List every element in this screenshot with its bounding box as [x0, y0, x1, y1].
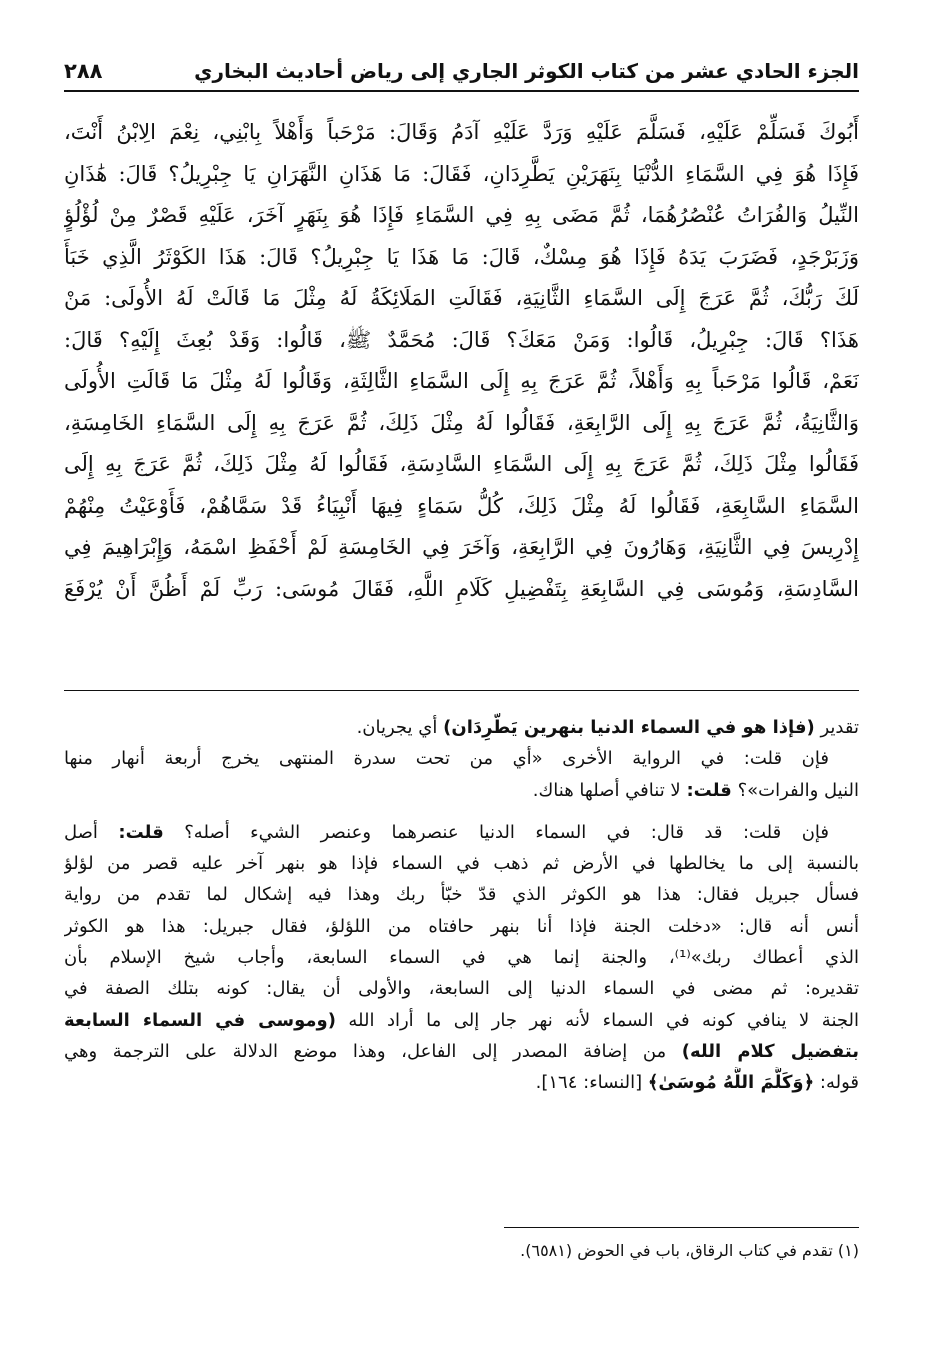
- commentary-line: أنس أنه قال: «دخلت الجنة فإذا أنا بنهر حافتاه من اللؤلؤ، فقال جبريل: هذا هو الكوثر: [64, 915, 859, 937]
- commentary-line: تقدير (فإذا هو في السماء الدنيا بنهرين يَطّرِدَان) أي يجريان.: [356, 717, 859, 738]
- text-line: السَّادِسَةِ، وَمُوسَى فِي السَّابِعَةِ بِتَفْضِيلِ كَلَامِ اللَّهِ، فَقَالَ مُوسَى: رَبِّ لَمْ أَظُنَّ أَنْ يُرْفَعَ: [64, 576, 859, 601]
- hadith-text: [64, 112, 859, 610]
- commentary-line: فإن قلت: قد قال: في السماء الدنيا عنصرهما وعنصر الشيء أصله؟ قلت: أصل: [64, 821, 830, 843]
- commentary: [64, 712, 859, 1099]
- page-header: [64, 52, 859, 92]
- commentary-line: فسأل جبريل فقال: هذا هو الكوثر الذي قدّ خبّأ ربك وهذا فيه إشكال لما تقدم من رواية: [64, 884, 859, 906]
- text-line: فَإِذَا هُوَ فِي السَّمَاءِ الدُّنْيَا بِنَهَرَيْنِ يَطَّرِدَانِ، فَقَالَ: مَا هَذَانِ النَّهَرَانِ يَا جِبْرِيلُ؟ قَالَ: هَٰذَانِ: [64, 161, 859, 186]
- text-line: وَالثَّانِيَةُ، ثُمَّ عَرَجَ بِهِ إِلَى الرَّابِعَةِ، فَقَالُوا لَهُ مِثْلَ ذَلِكَ، ثُمَّ عَرَجَ بِهِ إِلَى السَّمَاءِ الخَامِسَةِ،: [64, 410, 859, 435]
- text-line: إِدْرِيسَ فِي الثَّانِيَةِ، وَهَارُونَ فِي الرَّابِعَةِ، وَآخَرَ فِي الخَامِسَةِ لَمْ أَحْفَظِ اسْمَهُ، وَإِبْرَاهِيمَ فِي: [64, 535, 859, 559]
- footnote-divider: [504, 1227, 859, 1228]
- quran-verse: ﴿وَكَلَّمَ اللَّهُ مُوسَىٰ﴾: [647, 1072, 815, 1094]
- commentary-line: النيل والفرات»؟ قلت: لا تنافي أصلها هناك.: [532, 779, 859, 801]
- commentary-line: الجنة لا ينافي كونه في السماء لأنه نهر جار إلى ما أراد الله (وموسى في السماء السابعة: [64, 1009, 859, 1031]
- footnote-number: (١): [837, 1241, 859, 1260]
- verse-reference: [النساء: ١٦٤].: [535, 1072, 643, 1094]
- text-line: السَّمَاءِ السَّابِعَةِ، فَقَالُوا لَهُ مِثْلَ ذَلِكَ، كُلُّ سَمَاءٍ فِيهَا أَنْبِيَاءُ قَدْ سَمَّاهُمْ، فَأَوْعَيْتُ مِنْهُمْ: [64, 493, 859, 518]
- text-line: لَكَ رَبُّكَ، ثُمَّ عَرَجَ إِلَى السَّمَاءِ الثَّانِيَةِ، فَقَالَتِ المَلَائِكَةُ لَهُ مِثْلَ مَا قَالَتْ لَهُ الأُولَى: مَنْ: [64, 286, 859, 310]
- text-line: أَبُوكَ فَسَلِّمْ عَلَيْهِ، فَسَلَّمَ عَلَيْهِ وَرَدَّ عَلَيْهِ آدَمُ وَقَالَ: مَرْحَباً وَأَهْلاً بِابْنِي، نِعْمَ الِابْنُ أَنْتَ،: [64, 120, 859, 144]
- commentary-line: بالنسبة إلى ما يخالطها في الأرض ثم ذهب في السماء فإذا هو بنهر آخر عليه قصر من لؤلؤ: [64, 853, 859, 875]
- running-title: الجزء الحادي عشر من كتاب الكوثر الجاري إلى رياض أحاديث البخاري: [194, 59, 859, 83]
- text-line: هَذَا؟ قَالَ: جِبْرِيلُ، قَالُوا: وَمَنْ مَعَكَ؟ قَالَ: مُحَمَّدٌ ﷺ، قَالُوا: وَقَدْ بُعِثَ إِلَيْهِ؟ قَالَ:: [64, 327, 859, 352]
- text-line: نَعَمْ، قَالُوا مَرْحَباً بِهِ وَأَهْلاً، ثُمَّ عَرَجَ بِهِ إِلَى السَّمَاءِ الثَّالِثَةِ، وَقَالُوا لَهُ مِثْلَ مَا قَالَتِ الأُولَى: [64, 369, 859, 393]
- commentary-line: فإن قلت: في الرواية الأخرى «أي من تحت سدرة المنتهى يخرج أربعة أنهار منها: [64, 748, 829, 770]
- commentary-line: تقديره: ثم مضى في السماء الدنيا إلى السابعة، والأولى أن يقال: كونه بتلك الصفة في: [64, 978, 859, 1000]
- text-line: وَزَبَرْجَدٍ، فَضَرَبَ يَدَهُ فَإِذَا هُوَ مِسْكٌ، قَالَ: مَا هَذَا يَا جِبْرِيلُ؟ قَالَ: هَذَا الكَوْثَرُ الَّذِي خَبَأَ: [64, 244, 859, 269]
- commentary-line: الذي أعطاك ربك»⁽¹⁾، والجنة إنما هي في السماء السابعة، وأجاب شيخ الإسلام بأن: [64, 947, 859, 969]
- text-line: فَقَالُوا مِثْلَ ذَلِكَ، ثُمَّ عَرَجَ بِهِ إِلَى السَّمَاءِ السَّادِسَةِ، فَقَالُوا لَهُ مِثْلَ ذَلِكَ، ثُمَّ عَرَجَ بِهِ إِلَى: [64, 452, 859, 476]
- text-line: النِّيلُ وَالفُرَاتُ عُنْصُرُهُمَا، ثُمَّ مَضَى بِهِ فِي السَّمَاءِ فَإِذَا هُوَ بِنَهَرٍ آخَرَ، عَلَيْهِ قَصْرٌ مِنْ لُؤْلُؤٍ: [64, 203, 859, 227]
- commentary-line: قوله: ﴿وَكَلَّمَ اللَّهُ مُوسَىٰ﴾ [النساء: ١٦٤].: [535, 1072, 859, 1094]
- page-number: ٢٨٨: [64, 59, 103, 83]
- footnote: [64, 1238, 859, 1264]
- footnote-text: تقدم في كتاب الرقاق، باب في الحوض (٦٥٨١).: [520, 1241, 833, 1260]
- section-divider: [64, 690, 859, 691]
- commentary-line: بتفضيل كلام الله) من إضافة المصدر إلى الفاعل، وهذا موضع الدلالة على الترجمة وهي: [64, 1040, 859, 1062]
